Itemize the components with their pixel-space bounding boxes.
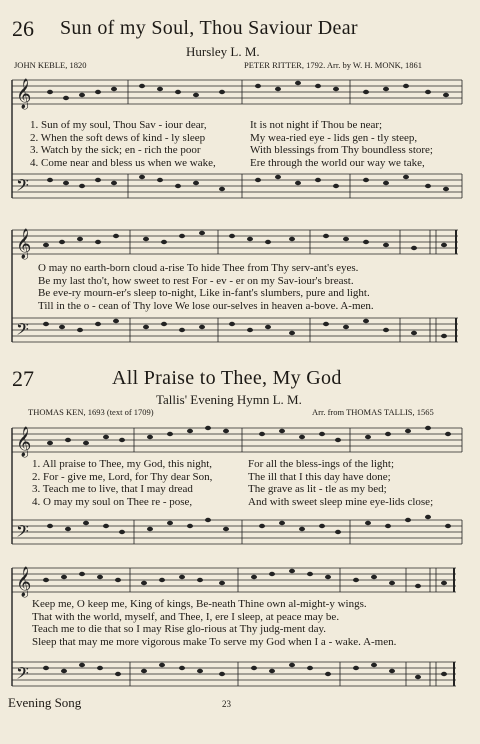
verse-line: Be eve-ry mourn-er's sleep to-night, Like in-fant's slumbers, pure and light. xyxy=(38,287,370,300)
verse-line-right: With blessings from Thy boundless store; xyxy=(250,144,433,157)
section-title: Evening Song xyxy=(8,695,82,710)
verse-line-right: My wea-ried eye - lids gen - tly steep, xyxy=(250,131,418,144)
svg-text:𝄢: 𝄢 xyxy=(16,523,29,545)
stanza-block xyxy=(30,119,450,169)
verse-line: Be my last tho't, how sweet to rest For - ev - er on my Sav-iour's breast. xyxy=(38,274,354,287)
verse-line: Keep me, O keep me, King of kings, Be-neath Thine own al-might-y wings. xyxy=(32,598,367,610)
verse-line-right: Ere through the world our way we take, xyxy=(250,156,425,169)
composer-credit: Arr. from THOMAS TALLIS, 1565 xyxy=(312,407,434,417)
verse-line-left: 3. Teach me to live, that I may dread xyxy=(32,483,193,496)
author-credit: THOMAS KEN, 1693 (text of 1709) xyxy=(28,407,154,417)
verse-line-left: 1. All praise to Thee, my God, this night, xyxy=(32,458,213,470)
stanza-block xyxy=(38,262,458,312)
hymn-number: 26 xyxy=(12,16,34,41)
hymn-title: Sun of my Soul, Thou Saviour Dear xyxy=(60,17,358,39)
verse-line-right: The ill that I this day have done; xyxy=(248,470,391,483)
stanza-block xyxy=(32,598,452,648)
hymn-number: 27 xyxy=(12,366,34,391)
verse-line-left: 2. When the soft dews of kind - ly sleep xyxy=(30,131,206,144)
svg-text:𝄞: 𝄞 xyxy=(16,567,32,596)
verse-line-left: 1. Sun of my soul, Thou Sav - iour dear, xyxy=(30,119,207,131)
verse-line: Sleep that may me more vigorous make To serve my God when I a - wake. A-men. xyxy=(32,635,397,648)
verse-line-right: For all the bless-ings of the light; xyxy=(248,458,395,470)
verse-line: O may no earth-born cloud a-rise To hide Thee from Thy serv-ant's eyes. xyxy=(38,262,359,274)
hymn-title: All Praise to Thee, My God xyxy=(112,367,342,389)
verse-line: Till in the o - cean of Thy love We lose our-selves in heaven a-bove. A-men. xyxy=(38,299,374,312)
verse-line-left: 3. Watch by the sick; en - rich the poor xyxy=(30,144,201,157)
tune-name: Tallis' Evening Hymn L. M. xyxy=(156,392,302,407)
verse-line-right: The grave as lit - tle as my bed; xyxy=(248,483,387,496)
verse-line: Teach me to die that so I may Rise glo-rious at Thy judg-ment day. xyxy=(32,623,327,636)
svg-text:𝄢: 𝄢 xyxy=(16,177,29,199)
verse-line-left: 4. O may my soul on Thee re - pose, xyxy=(32,495,193,508)
svg-text:𝄞: 𝄞 xyxy=(16,79,32,108)
tune-name: Hursley L. M. xyxy=(186,44,260,59)
composer-credit: PETER RITTER, 1792. Arr. by W. H. MONK, 1861 xyxy=(244,60,423,70)
svg-text:𝄢: 𝄢 xyxy=(16,665,29,687)
svg-text:𝄞: 𝄞 xyxy=(16,427,32,456)
svg-text:𝄞: 𝄞 xyxy=(16,229,32,258)
verse-line-right: It is not night if Thou be near; xyxy=(250,119,383,131)
verse-line-right: And with sweet sleep mine eye-lids close; xyxy=(248,495,434,508)
verse-line-left: 4. Come near and bless us when we wake, xyxy=(30,156,216,169)
stanza-block xyxy=(32,458,452,508)
verse-line-left: 2. For - give me, Lord, for Thy dear Son, xyxy=(32,470,213,483)
author-credit: JOHN KEBLE, 1820 xyxy=(14,60,87,70)
verse-line: That with the world, myself, and Thee, I, ere I sleep, at peace may be. xyxy=(32,610,340,623)
page-number: 23 xyxy=(222,699,231,709)
svg-text:𝄢: 𝄢 xyxy=(16,321,29,343)
